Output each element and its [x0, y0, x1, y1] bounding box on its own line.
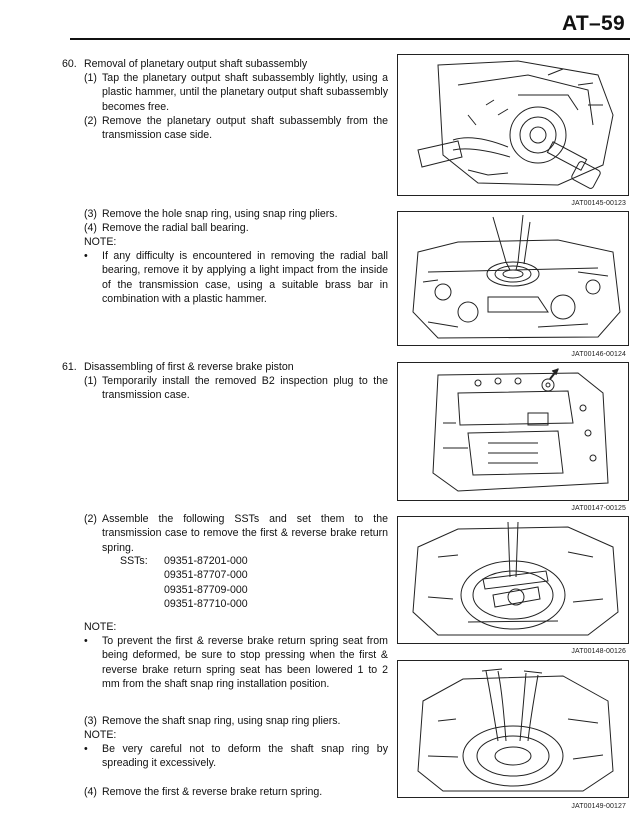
- figure-caption: JAT00149-00127: [571, 803, 626, 810]
- step-61-item-2: [84, 512, 388, 555]
- page-header: [70, 0, 630, 40]
- hands-removing-snap-ring-icon: [398, 661, 628, 797]
- figure-4: [397, 516, 629, 644]
- note-text: To prevent the first & reverse brake return spring seat from being deformed, be sure to stop pressing when the first & reverse brake return spring seat has been lowered 1 to 2 mm from the shaft snap ring installation position.: [102, 635, 388, 690]
- figure-caption: JAT00148-00126: [571, 648, 626, 655]
- figure-caption: JAT00146-00124: [571, 351, 626, 358]
- bullet-dot: •: [84, 743, 88, 755]
- bullet-dot: •: [84, 250, 88, 262]
- item-label: (4): [84, 786, 97, 798]
- note-bullet: [84, 742, 388, 771]
- step-number: 61.: [62, 361, 77, 373]
- sst-code: 09351-87201-000: [164, 555, 248, 567]
- sst-row: [120, 583, 380, 597]
- item-text: Remove the first & reverse brake return spring.: [102, 786, 323, 798]
- step-title-text: Removal of planetary output shaft subassembly: [84, 58, 308, 70]
- item-text: Remove the hole snap ring, using snap ring pliers.: [102, 208, 338, 220]
- figure-2: [397, 211, 629, 346]
- item-text: Remove the shaft snap ring, using snap ring pliers.: [102, 715, 341, 727]
- note-bullet: [84, 249, 388, 306]
- item-text: Temporarily install the removed B2 inspection plug to the transmission case.: [102, 375, 388, 402]
- item-text: Tap the planetary output shaft subassembly lightly, using a plastic hammer, until the planetary output shaft subassembly becomes free.: [102, 72, 388, 113]
- figure-3: [397, 362, 629, 501]
- item-label: (4): [84, 222, 97, 234]
- step-number: 60.: [62, 58, 77, 70]
- figure-5: [397, 660, 629, 798]
- step-60-item-2: [84, 114, 388, 143]
- figure-caption: JAT00145-00123: [571, 200, 626, 207]
- item-text: Assemble the following SSTs and set them to the transmission case to remove the first & reverse brake return spring.: [102, 513, 388, 554]
- figure-1: [397, 54, 629, 196]
- item-label: (2): [84, 115, 97, 127]
- note-label: NOTE:: [84, 621, 117, 633]
- sst-code: 09351-87707-000: [164, 569, 248, 582]
- figure-caption: JAT00147-00125: [571, 505, 626, 512]
- item-label: (1): [84, 72, 97, 84]
- sst-code: 09351-87710-000: [164, 597, 248, 610]
- header-rule: [70, 38, 630, 40]
- sst-list: [120, 554, 380, 611]
- step-60-item-4: [84, 221, 388, 235]
- inspection-plug-on-case-icon: [398, 363, 628, 500]
- snap-ring-pliers-on-bearing-icon: [398, 212, 628, 345]
- sst-on-brake-return-spring-icon: [398, 517, 628, 643]
- sst-label: SSTs:: [120, 555, 148, 567]
- sst-code: 09351-87709-000: [164, 583, 248, 596]
- sst-row: [120, 568, 380, 582]
- hammer-on-output-shaft-icon: [398, 55, 628, 195]
- note-text: If any difficulty is encountered in removing the radial ball bearing, remove it by applying a light impact from the inside of the transmission case, using a suitable brass bar in combination with a plastic hammer.: [102, 250, 388, 305]
- note-label: NOTE:: [84, 729, 117, 741]
- item-text: Remove the radial ball bearing.: [102, 222, 249, 234]
- item-text: Remove the planetary output shaft subassembly from the transmission case side.: [102, 115, 388, 142]
- item-label: (2): [84, 513, 97, 525]
- step-61-item-1: [84, 374, 388, 403]
- item-label: (3): [84, 208, 97, 220]
- step-60-item-3: [84, 207, 388, 221]
- bullet-dot: •: [84, 635, 88, 647]
- step-title-text: Disassembling of first & reverse brake piston: [84, 361, 294, 373]
- note-label: NOTE:: [84, 236, 117, 248]
- page-number: AT–59: [562, 12, 625, 35]
- step-61-item-4: [84, 785, 388, 799]
- sst-row: [120, 554, 380, 568]
- step-61-item-3: [84, 714, 388, 728]
- item-label: (3): [84, 715, 97, 727]
- sst-row: [120, 597, 380, 611]
- note-bullet: [84, 634, 388, 691]
- step-60-item-1: [84, 71, 388, 114]
- item-label: (1): [84, 375, 97, 387]
- note-text: Be very careful not to deform the shaft snap ring by spreading it excessively.: [102, 743, 388, 770]
